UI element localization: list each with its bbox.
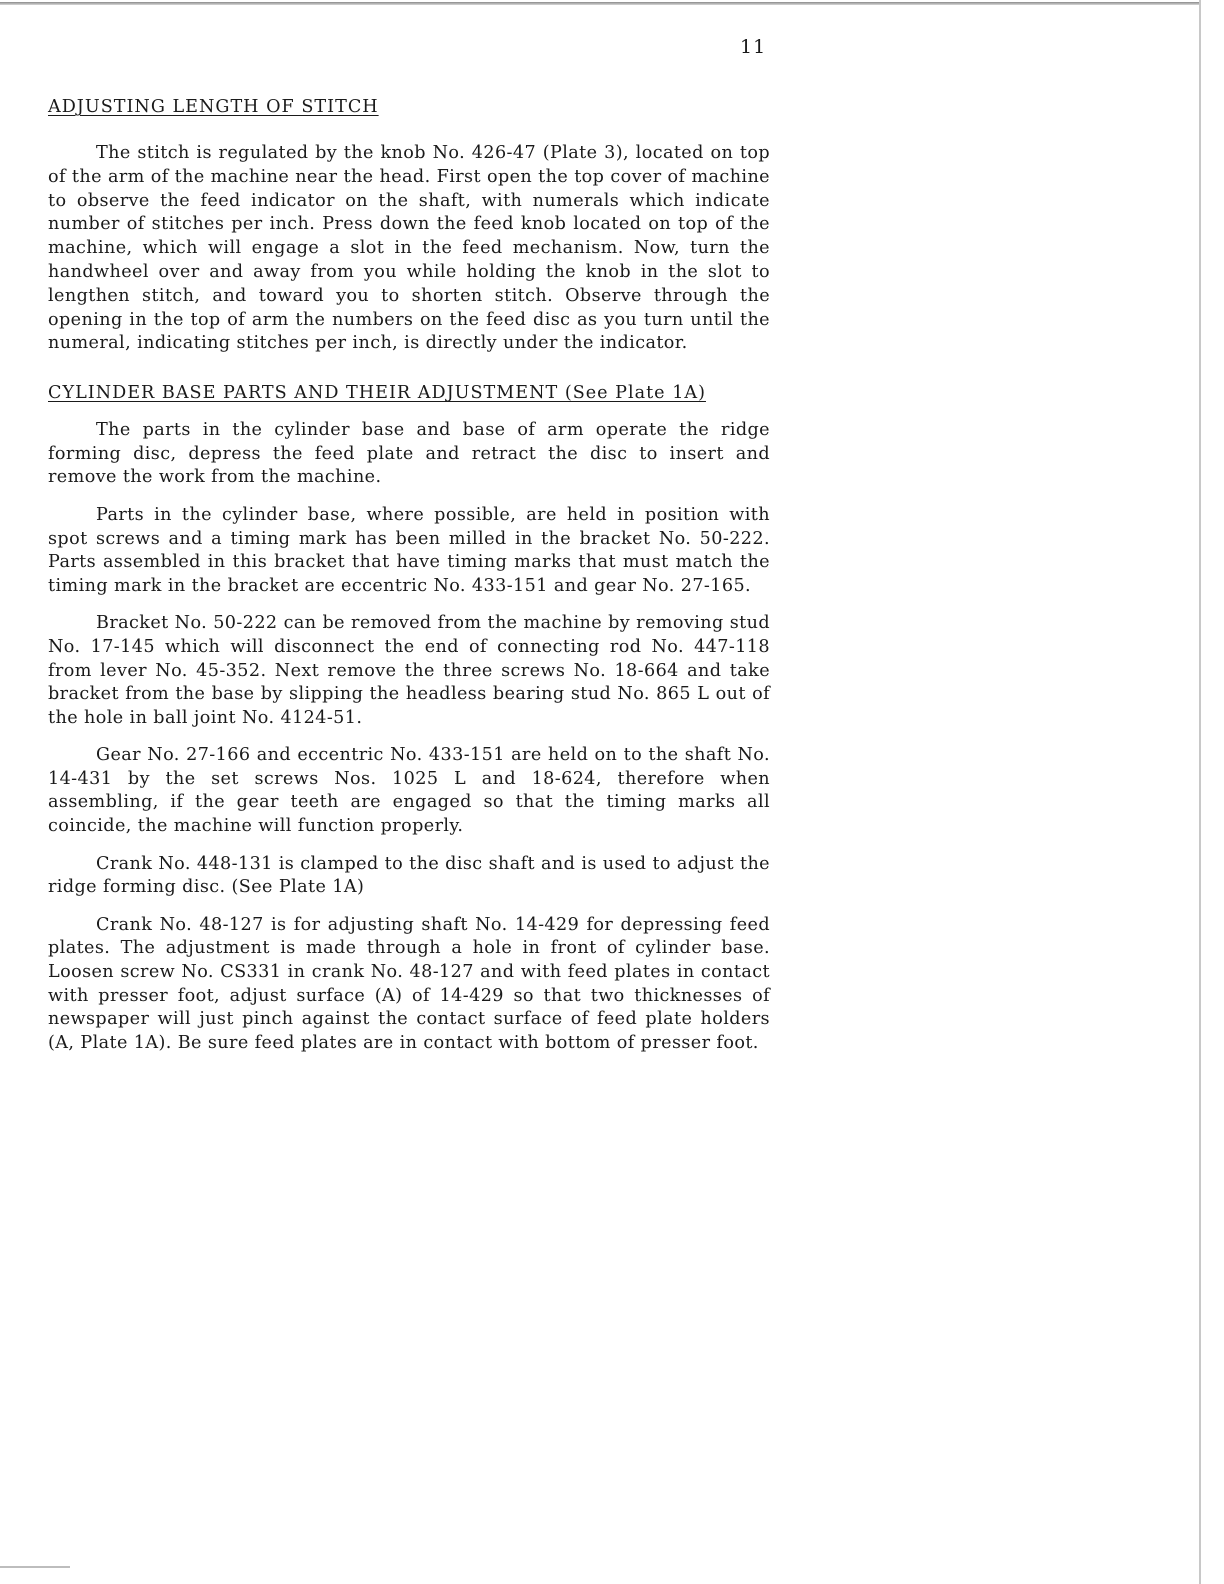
section-heading: CYLINDER BASE PARTS AND THEIR ADJUSTMENT (See Plate 1A) [48,383,706,404]
page-content [48,96,770,1055]
paragraph: Crank No. 48-127 is for adjusting shaft No. 14-429 for depressing feed plates. The adjustment is made through a hole in front of cylinder base. Loosen screw No. CS331 in crank No. 48-127 and with feed plates in contact with presser foot, adjust surface (A) of 14-429 so that two thicknesses of newspaper will just pinch against the contact surface of feed plate holders (A, Plate 1A). Be sure feed plates are in contact with bottom of presser foot. [48,914,770,1053]
scan-edge-top [0,2,1200,5]
page-number: 11 [740,36,767,58]
paragraph: The stitch is regulated by the knob No. 426-47 (Plate 3), located on top of the arm of the machine near the head. First open the top cover of machine to observe the feed indicator on the shaft, with numerals which indicate number of stitches per inch. Press down the feed knob located on top of the machine, which will engage a slot in the feed mechanism. Now, turn the handwheel over and away from you while holding the knob in the slot to lengthen stitch, and toward you to shorten stitch. Observe through the opening in the top of arm the numbers on the feed disc as you turn until the numeral, indicating stitches per inch, is directly under the indicator. [48,143,770,354]
paragraph: Crank No. 448-131 is clamped to the disc shaft and is used to adjust the ridge forming disc. (See Plate 1A) [48,853,770,898]
scan-edge-right [1199,0,1201,1584]
paragraph: The parts in the cylinder base and base of arm operate the ridge forming disc, depress the feed plate and retract the disc to insert and remove the work from the machine. [48,420,770,488]
paragraph: Gear No. 27-166 and eccentric No. 433-151 are held on to the shaft No. 14-431 by the set screws Nos. 1025 L and 18-624, therefore when assembling, if the gear teeth are engaged so that the timing marks all coincide, the machine will function properly. [48,745,770,837]
paragraph: Bracket No. 50-222 can be removed from the machine by removing stud No. 17-145 which will disconnect the end of connecting rod No. 447-118 from lever No. 45-352. Next remove the three screws No. 18-664 and take bracket from the base by slipping the headless bearing stud No. 865 L out of the hole in ball joint No. 4124-51. [48,613,770,728]
section-adjusting-length-of-stitch [48,96,770,356]
paragraph: Parts in the cylinder base, where possible, are held in position with spot screws and a timing mark has been milled in the bracket No. 50-222. Parts assembled in this bracket that have timing marks that must match the timing mark in the bracket are eccentric No. 433-151 and gear No. 27-165. [48,504,770,596]
section-heading: ADJUSTING LENGTH OF STITCH [48,97,379,117]
scan-edge-bottom [0,1566,70,1568]
section-cylinder-base-parts [48,382,770,1055]
